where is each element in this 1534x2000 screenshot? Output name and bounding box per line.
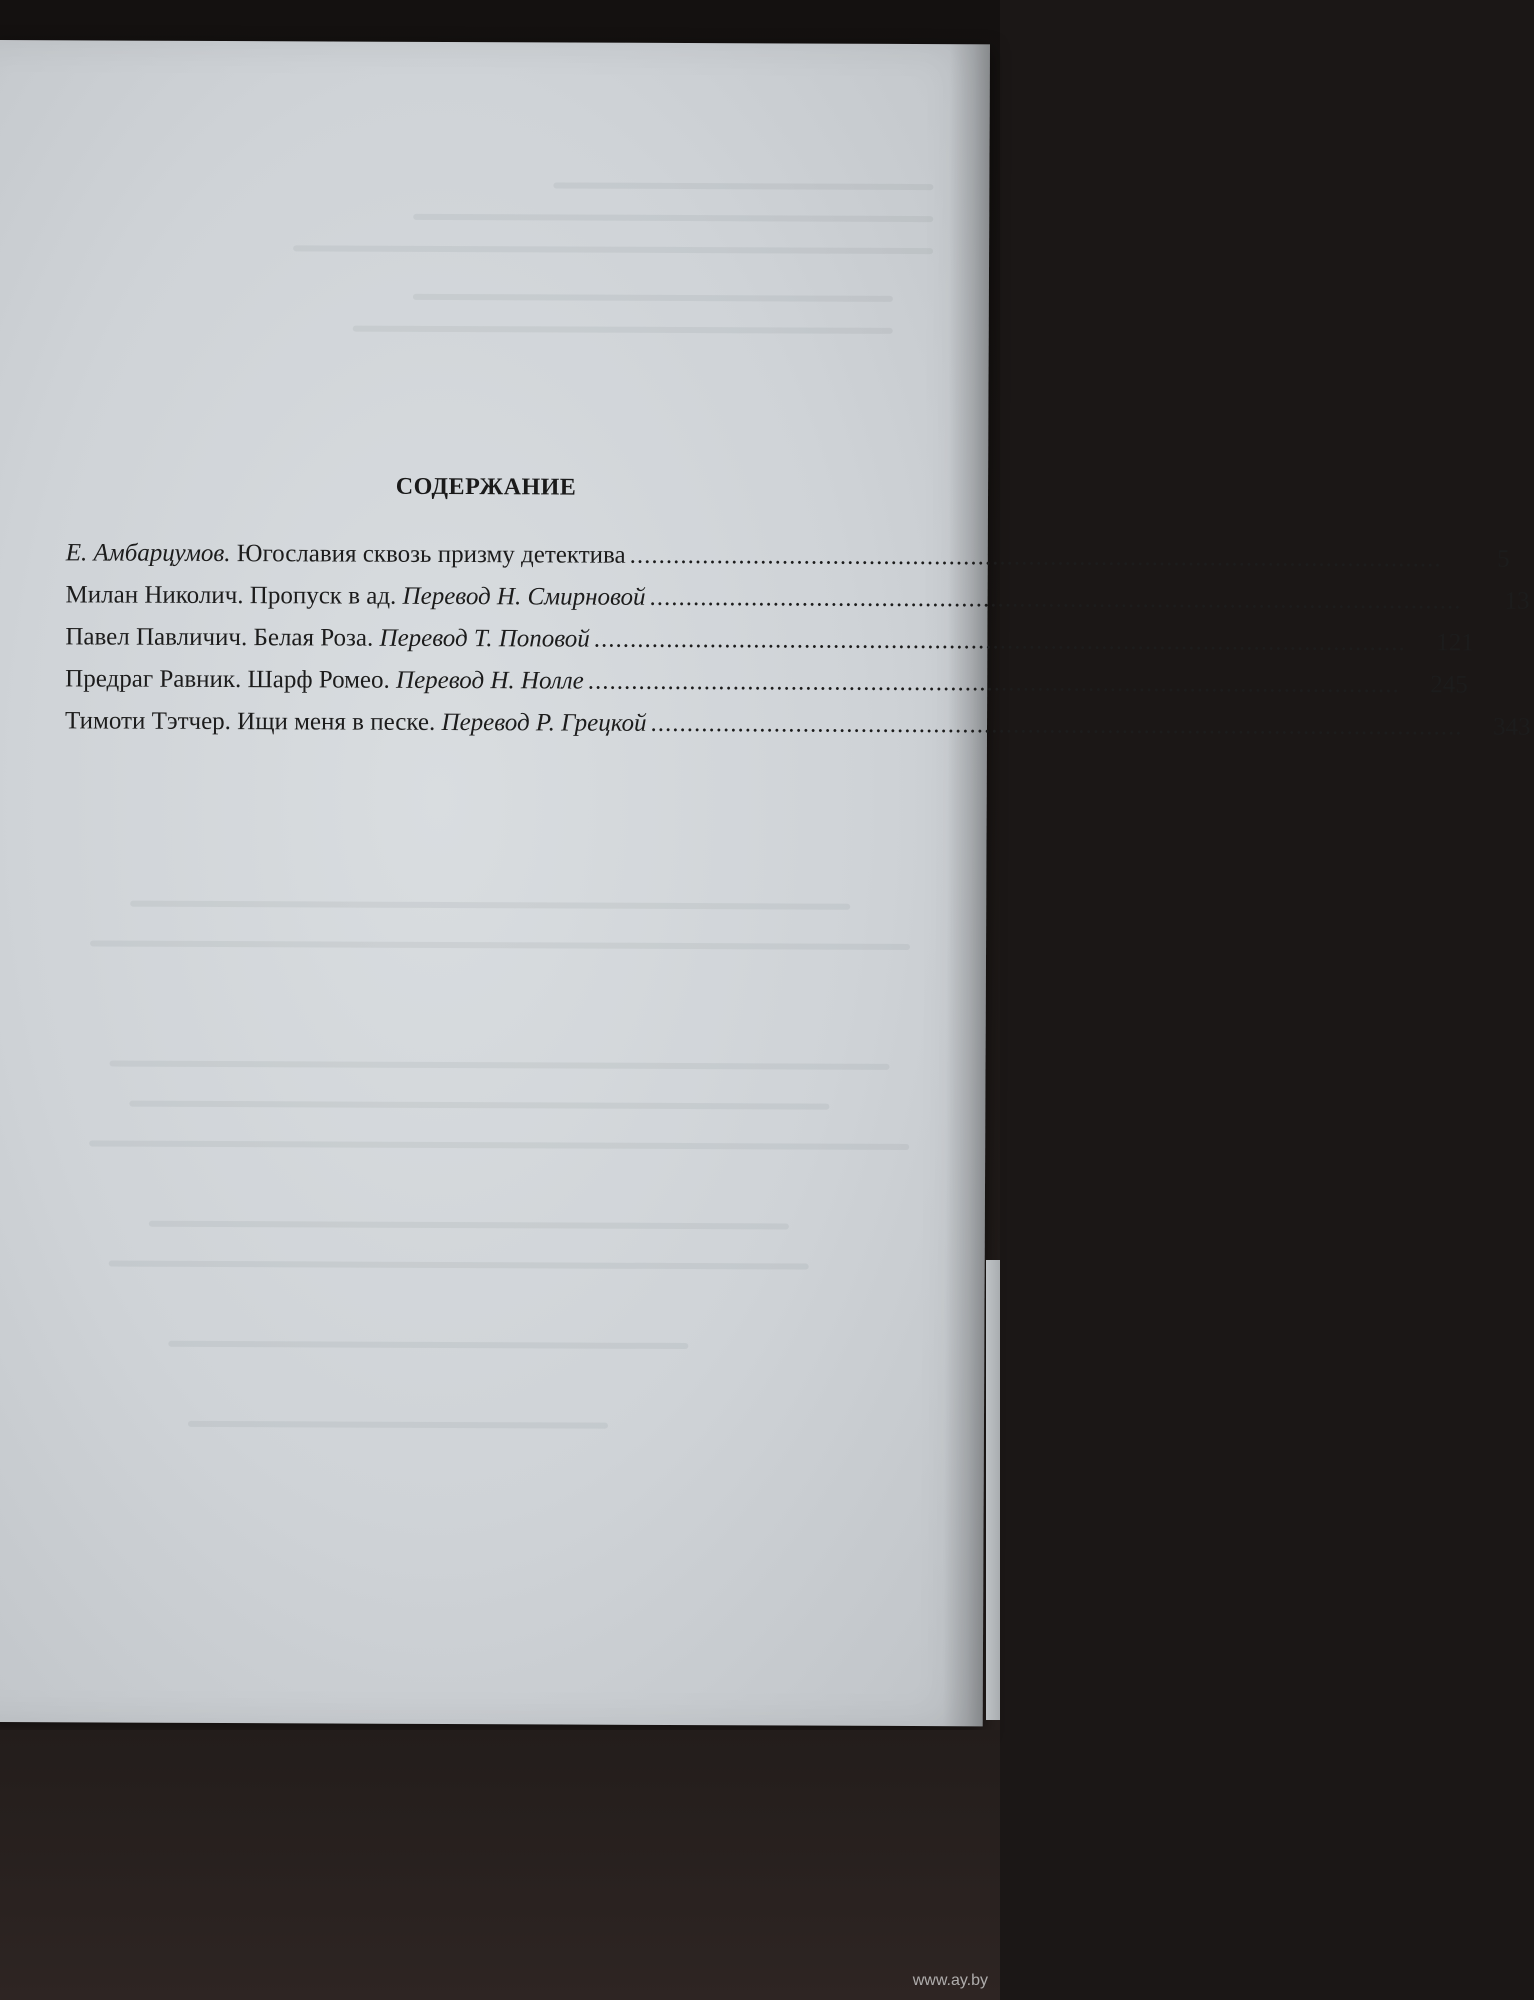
book-page <box>0 40 1531 1726</box>
bleed-through-line <box>188 1421 608 1429</box>
toc-entry <box>65 532 1510 578</box>
bleed-through-line <box>553 182 933 190</box>
toc-author: Павел Павличич. <box>65 623 248 652</box>
table-of-contents <box>64 532 1531 746</box>
toc-title: Белая Роза. <box>247 624 380 652</box>
page-stack-edge <box>986 1260 1000 1720</box>
toc-title: Югославия сквозь призму детектива <box>230 540 626 569</box>
dot-leader <box>588 661 1400 707</box>
toc-entry-text <box>65 616 590 660</box>
page-edge-shadow <box>943 44 990 1726</box>
toc-entry <box>65 658 1468 704</box>
toc-entry-text <box>66 532 626 576</box>
bleed-through-line <box>413 214 933 222</box>
dot-leader <box>630 535 1442 581</box>
toc-page-number: 121 <box>1436 629 1474 657</box>
toc-page-number: 5 <box>1497 545 1510 573</box>
toc-entry-text <box>65 658 584 702</box>
bleed-through-line <box>90 940 910 950</box>
toc-translation: Перевод Т. Поповой <box>379 624 590 653</box>
toc-author: Тимоти Тэтчер. <box>64 707 232 736</box>
toc-translation: Перевод Р. Грецкой <box>441 708 647 737</box>
dot-leader <box>594 619 1406 665</box>
dot-leader <box>649 577 1461 623</box>
bleed-through-line <box>293 245 933 254</box>
toc-translation: Перевод Н. Смирновой <box>402 582 646 611</box>
bleed-through-line <box>413 294 893 302</box>
bleed-through-line <box>129 1101 829 1110</box>
toc-page-number: 343 <box>1492 713 1531 741</box>
dot-leader <box>650 703 1462 749</box>
bleed-through-line <box>130 901 850 910</box>
bleed-through-line <box>89 1140 909 1150</box>
toc-author: Милан Николич. <box>65 581 244 610</box>
toc-entry <box>64 700 1531 746</box>
watermark: www.ay.by <box>912 1972 988 1989</box>
bleed-through-line <box>168 1341 688 1349</box>
toc-translation: Перевод Н. Ноллe <box>396 666 584 695</box>
bleed-through-line <box>110 1061 890 1070</box>
toc-entry <box>65 574 1530 620</box>
table-surface <box>0 1730 1000 2000</box>
toc-title: Пропуск в ад. <box>243 582 403 610</box>
toc-title: Ищи меня в песке. <box>230 708 442 736</box>
toc-title: Шарф Ромео. <box>241 666 397 694</box>
toc-author: Предраг Равник. <box>65 665 242 694</box>
bleed-through-line <box>109 1261 809 1270</box>
toc-entry-text <box>65 700 647 745</box>
bleed-through-line <box>353 326 893 334</box>
toc-page-number: 245 <box>1430 671 1468 699</box>
contents-heading: СОДЕРЖАНИЕ <box>395 473 577 501</box>
toc-entry-text <box>65 574 645 619</box>
toc-entry <box>65 616 1474 662</box>
bleed-through-line <box>149 1221 789 1230</box>
toc-page-number: 13 <box>1504 587 1530 615</box>
toc-author: Е. Амбарцумов. <box>65 539 231 568</box>
